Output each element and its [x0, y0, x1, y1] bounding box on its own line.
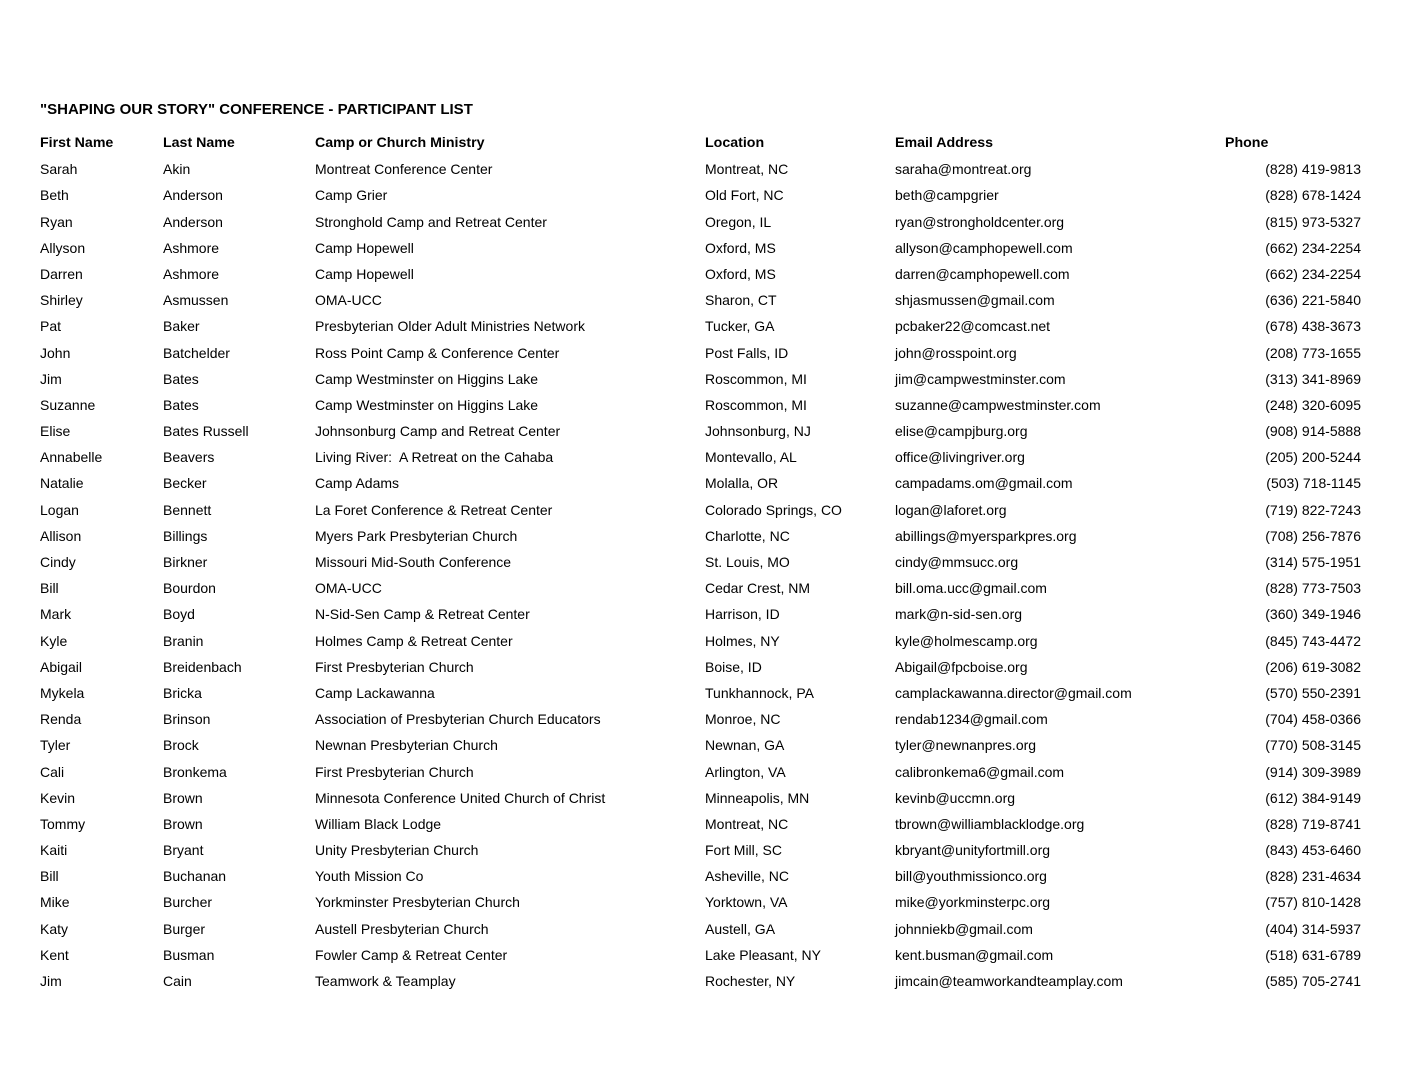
cell-location: Arlington, VA [705, 763, 786, 780]
cell-first-name: Katy [40, 920, 69, 937]
cell-last-name: Becker [163, 475, 207, 492]
cell-first-name: Allyson [40, 239, 86, 256]
cell-ministry: Camp Hopewell [315, 239, 414, 256]
cell-location: Fort Mill, SC [705, 842, 782, 859]
cell-first-name: Natalie [40, 475, 84, 492]
table-row [40, 837, 1365, 863]
cell-email: logan@laforet.org [895, 501, 1007, 518]
cell-email: elise@campjburg.org [895, 423, 1028, 440]
cell-phone: (404) 314-5937 [1265, 920, 1361, 937]
cell-ministry: Stronghold Camp and Retreat Center [315, 213, 547, 230]
cell-location: Oregon, IL [705, 213, 772, 230]
cell-location: Oxford, MS [705, 265, 776, 282]
cell-phone: (248) 320-6095 [1265, 396, 1361, 413]
cell-phone: (828) 719-8741 [1265, 815, 1361, 832]
cell-phone: (662) 234-2254 [1265, 265, 1361, 282]
cell-phone: (828) 678-1424 [1265, 187, 1361, 204]
cell-location: Boise, ID [705, 658, 762, 675]
cell-ministry: Austell Presbyterian Church [315, 920, 489, 937]
cell-email: john@rosspoint.org [895, 344, 1017, 361]
cell-first-name: Mike [40, 894, 70, 911]
cell-location: Post Falls, ID [705, 344, 789, 361]
cell-email: saraha@montreat.org [895, 161, 1032, 178]
cell-first-name: Cindy [40, 554, 76, 570]
table-row [40, 549, 1365, 575]
cell-phone: (585) 705-2741 [1265, 973, 1361, 989]
cell-ministry: Minnesota Conference United Church of Christ [315, 789, 606, 806]
cell-email: tyler@newnanpres.org [895, 737, 1037, 754]
table-row [40, 182, 1365, 208]
table-row [40, 340, 1365, 366]
cell-phone: (845) 743-4472 [1265, 632, 1361, 649]
cell-phone: (313) 341-8969 [1265, 370, 1361, 387]
cell-last-name: Billings [163, 527, 208, 544]
cell-email: darren@camphopewell.com [895, 265, 1070, 282]
cell-email: kyle@holmescamp.org [895, 632, 1038, 649]
cell-last-name: Breidenbach [163, 658, 242, 675]
cell-phone: (704) 458-0366 [1265, 711, 1361, 728]
cell-phone: (636) 221-5840 [1265, 292, 1361, 309]
cell-location: Molalla, OR [705, 475, 779, 492]
cell-phone: (314) 575-1951 [1265, 554, 1361, 570]
cell-ministry: Camp Adams [315, 475, 400, 492]
cell-first-name: Kyle [40, 632, 68, 649]
column-header-location: Location [705, 135, 765, 151]
cell-email: kent.busman@gmail.com [895, 946, 1054, 963]
cell-phone: (360) 349-1946 [1265, 606, 1361, 623]
cell-location: Roscommon, MI [705, 370, 807, 387]
cell-last-name: Bricka [163, 684, 202, 701]
table-row [40, 523, 1365, 549]
cell-ministry: Living River: A Retreat on the Cahaba [315, 449, 554, 466]
cell-first-name: Kaiti [40, 842, 68, 859]
cell-location: Montreat, NC [705, 815, 789, 832]
cell-last-name: Brown [163, 815, 203, 832]
cell-location: Sharon, CT [705, 292, 777, 309]
cell-last-name: Bennett [163, 501, 212, 518]
table-row [40, 811, 1365, 837]
cell-last-name: Bates Russell [163, 423, 249, 440]
cell-first-name: Renda [40, 711, 82, 728]
cell-last-name: Birkner [163, 554, 208, 570]
cell-email: campadams.om@gmail.com [895, 475, 1073, 492]
column-header-phone: Phone [1225, 135, 1269, 151]
cell-location: Holmes, NY [705, 632, 780, 649]
cell-email: beth@campgrier [895, 187, 999, 204]
cell-location: Tucker, GA [705, 318, 775, 335]
cell-ministry: Newnan Presbyterian Church [315, 737, 498, 754]
cell-last-name: Bryant [163, 842, 204, 859]
cell-location: Johnsonburg, NJ [705, 423, 811, 440]
cell-last-name: Bates [163, 396, 199, 413]
cell-last-name: Bates [163, 370, 199, 387]
cell-last-name: Brown [163, 789, 203, 806]
cell-email: mike@yorkminsterpc.org [895, 894, 1051, 911]
participant-table [40, 130, 1365, 994]
cell-first-name: Beth [40, 187, 69, 204]
table-header-row [40, 130, 1365, 156]
cell-ministry: Myers Park Presbyterian Church [315, 527, 518, 544]
cell-email: suzanne@campwestminster.com [895, 396, 1101, 413]
table-row [40, 759, 1365, 785]
table-row [40, 497, 1365, 523]
table-row [40, 418, 1365, 444]
table-row [40, 313, 1365, 339]
cell-ministry: Camp Westminster on Higgins Lake [315, 370, 539, 387]
cell-location: Charlotte, NC [705, 527, 790, 544]
cell-last-name: Beavers [163, 449, 215, 466]
cell-last-name: Brinson [163, 711, 211, 728]
cell-ministry: First Presbyterian Church [315, 763, 474, 780]
cell-phone: (815) 973-5327 [1265, 213, 1361, 230]
cell-location: Old Fort, NC [705, 187, 784, 204]
cell-ministry: Camp Westminster on Higgins Lake [315, 396, 539, 413]
cell-phone: (208) 773-1655 [1265, 344, 1361, 361]
cell-ministry: Montreat Conference Center [315, 161, 493, 178]
cell-ministry: Missouri Mid-South Conference [315, 554, 512, 570]
cell-first-name: Allison [40, 527, 82, 544]
cell-first-name: Sarah [40, 161, 78, 178]
cell-ministry: La Foret Conference & Retreat Center [315, 501, 553, 518]
cell-last-name: Bronkema [163, 763, 227, 780]
cell-email: cindy@mmsucc.org [895, 554, 1019, 570]
cell-first-name: Elise [40, 423, 71, 440]
cell-first-name: Bill [40, 868, 59, 885]
cell-phone: (828) 419-9813 [1265, 161, 1361, 178]
cell-location: Cedar Crest, NM [705, 580, 811, 597]
cell-location: Newnan, GA [705, 737, 785, 754]
cell-first-name: Bill [40, 580, 59, 597]
cell-phone: (757) 810-1428 [1265, 894, 1361, 911]
table-row [40, 601, 1365, 627]
column-header-last-name: Last Name [163, 135, 235, 151]
cell-first-name: Jim [40, 973, 62, 989]
table-row [40, 680, 1365, 706]
cell-last-name: Brock [163, 737, 199, 754]
table-body [40, 156, 1365, 994]
cell-email: abillings@myersparkpres.org [895, 527, 1077, 544]
cell-last-name: Anderson [163, 213, 223, 230]
cell-phone: (503) 718-1145 [1266, 475, 1361, 492]
cell-email: kevinb@uccmn.org [895, 789, 1016, 806]
table-row [40, 706, 1365, 732]
cell-location: Minneapolis, MN [705, 789, 810, 806]
table-row [40, 235, 1365, 261]
cell-ministry: Unity Presbyterian Church [315, 842, 479, 859]
cell-ministry: Camp Grier [315, 187, 388, 204]
cell-last-name: Ashmore [163, 239, 220, 256]
cell-phone: (662) 234-2254 [1265, 239, 1361, 256]
cell-first-name: Abigail [40, 658, 83, 675]
table-row [40, 916, 1365, 942]
cell-ministry: Youth Mission Co [315, 868, 424, 885]
cell-first-name: Darren [40, 265, 83, 282]
cell-ministry: Yorkminster Presbyterian Church [315, 894, 520, 911]
table-row [40, 287, 1365, 313]
cell-phone: (612) 384-9149 [1265, 789, 1361, 806]
cell-first-name: Kent [40, 946, 69, 963]
cell-phone: (828) 231-4634 [1265, 868, 1361, 885]
table-row [40, 156, 1365, 182]
table-row [40, 732, 1365, 758]
cell-first-name: Suzanne [40, 396, 96, 413]
cell-location: Austell, GA [705, 920, 776, 937]
cell-first-name: Ryan [40, 213, 73, 230]
cell-email: pcbaker22@comcast.net [895, 318, 1051, 335]
cell-location: Monroe, NC [705, 711, 781, 728]
cell-location: Oxford, MS [705, 239, 776, 256]
cell-last-name: Akin [163, 161, 191, 178]
table-row [40, 785, 1365, 811]
cell-ministry: Holmes Camp & Retreat Center [315, 632, 513, 649]
table-row [40, 654, 1365, 680]
cell-location: Tunkhannock, PA [705, 684, 814, 701]
cell-location: Roscommon, MI [705, 396, 807, 413]
cell-ministry: Ross Point Camp & Conference Center [315, 344, 560, 361]
cell-location: Rochester, NY [705, 973, 796, 989]
cell-first-name: Tommy [40, 815, 86, 832]
cell-email: tbrown@williamblacklodge.org [895, 815, 1085, 832]
cell-phone: (770) 508-3145 [1265, 737, 1361, 754]
cell-email: camplackawanna.director@gmail.com [895, 684, 1132, 701]
cell-first-name: Mark [40, 606, 72, 623]
cell-ministry: Johnsonburg Camp and Retreat Center [315, 423, 561, 440]
cell-first-name: Annabelle [40, 449, 103, 466]
table-row [40, 261, 1365, 287]
table-row [40, 942, 1365, 968]
table-row [40, 575, 1365, 601]
cell-last-name: Asmussen [163, 292, 229, 309]
cell-last-name: Branin [163, 632, 204, 649]
cell-phone: (719) 822-7243 [1265, 501, 1361, 518]
cell-phone: (708) 256-7876 [1265, 527, 1361, 544]
page-title: "SHAPING OUR STORY" CONFERENCE - PARTICIPANT LIST [40, 101, 473, 118]
cell-email: calibronkema6@gmail.com [895, 763, 1065, 780]
cell-first-name: Tyler [40, 737, 71, 754]
cell-location: Yorktown, VA [705, 894, 788, 911]
cell-email: bill@youthmissionco.org [895, 868, 1047, 885]
cell-last-name: Baker [163, 318, 200, 335]
cell-phone: (828) 773-7503 [1265, 580, 1361, 597]
cell-last-name: Buchanan [163, 868, 227, 885]
cell-phone: (908) 914-5888 [1265, 423, 1361, 440]
cell-phone: (570) 550-2391 [1265, 684, 1361, 701]
cell-ministry: William Black Lodge [315, 815, 442, 832]
cell-location: Asheville, NC [705, 868, 790, 885]
cell-ministry: Camp Hopewell [315, 265, 414, 282]
cell-phone: (206) 619-3082 [1265, 658, 1361, 675]
cell-first-name: Mykela [40, 684, 85, 701]
cell-ministry: Fowler Camp & Retreat Center [315, 946, 508, 963]
table-row [40, 444, 1365, 470]
cell-first-name: Jim [40, 370, 62, 387]
cell-ministry: Camp Lackawanna [315, 684, 435, 701]
cell-phone: (843) 453-6460 [1265, 842, 1361, 859]
cell-last-name: Boyd [163, 606, 195, 623]
cell-location: Montreat, NC [705, 161, 789, 178]
cell-email: kbryant@unityfortmill.org [895, 842, 1051, 859]
cell-email: mark@n-sid-sen.org [895, 606, 1023, 623]
cell-ministry: OMA-UCC [315, 292, 382, 309]
cell-phone: (518) 631-6789 [1265, 946, 1361, 963]
table-row [40, 968, 1365, 994]
cell-ministry: Presbyterian Older Adult Ministries Network [315, 318, 585, 335]
cell-location: Montevallo, AL [705, 449, 797, 466]
cell-first-name: Cali [40, 763, 65, 780]
cell-email: jim@campwestminster.com [895, 370, 1066, 387]
cell-ministry: First Presbyterian Church [315, 658, 474, 675]
cell-last-name: Bourdon [163, 580, 216, 597]
cell-first-name: John [40, 344, 71, 361]
cell-email: bill.oma.ucc@gmail.com [895, 580, 1047, 597]
cell-email: Abigail@fpcboise.org [895, 658, 1028, 675]
column-header-ministry: Camp or Church Ministry [315, 135, 485, 151]
cell-email: jimcain@teamworkandteamplay.com [895, 973, 1123, 989]
cell-first-name: Logan [40, 501, 79, 518]
cell-email: allyson@camphopewell.com [895, 239, 1073, 256]
cell-email: shjasmussen@gmail.com [895, 292, 1055, 309]
cell-last-name: Burcher [163, 894, 213, 911]
cell-location: Harrison, ID [705, 606, 780, 623]
cell-last-name: Burger [163, 920, 206, 937]
column-header-email: Email Address [895, 135, 994, 151]
cell-ministry: Teamwork & Teamplay [315, 973, 456, 989]
cell-email: office@livingriver.org [895, 449, 1025, 466]
cell-first-name: Pat [40, 318, 62, 335]
cell-first-name: Kevin [40, 789, 76, 806]
cell-ministry: Association of Presbyterian Church Educators [315, 711, 601, 728]
cell-last-name: Batchelder [163, 344, 230, 361]
table-row [40, 470, 1365, 496]
table-row [40, 889, 1365, 915]
cell-last-name: Cain [163, 973, 192, 989]
table-row [40, 209, 1365, 235]
cell-location: Lake Pleasant, NY [705, 946, 821, 963]
column-header-first-name: First Name [40, 135, 114, 151]
table-row [40, 366, 1365, 392]
cell-email: rendab1234@gmail.com [895, 711, 1048, 728]
cell-phone: (914) 309-3989 [1265, 763, 1361, 780]
table-row [40, 863, 1365, 889]
cell-first-name: Shirley [40, 292, 83, 309]
cell-last-name: Ashmore [163, 265, 220, 282]
cell-email: ryan@strongholdcenter.org [895, 213, 1065, 230]
table-row [40, 628, 1365, 654]
cell-ministry: N-Sid-Sen Camp & Retreat Center [315, 606, 530, 623]
cell-phone: (678) 438-3673 [1265, 318, 1361, 335]
cell-location: St. Louis, MO [705, 554, 790, 570]
cell-email: johnniekb@gmail.com [895, 920, 1033, 937]
cell-ministry: OMA-UCC [315, 580, 382, 597]
cell-last-name: Anderson [163, 187, 223, 204]
table-row [40, 392, 1365, 418]
cell-phone: (205) 200-5244 [1265, 449, 1361, 466]
cell-location: Colorado Springs, CO [705, 501, 842, 518]
cell-last-name: Busman [163, 946, 215, 963]
